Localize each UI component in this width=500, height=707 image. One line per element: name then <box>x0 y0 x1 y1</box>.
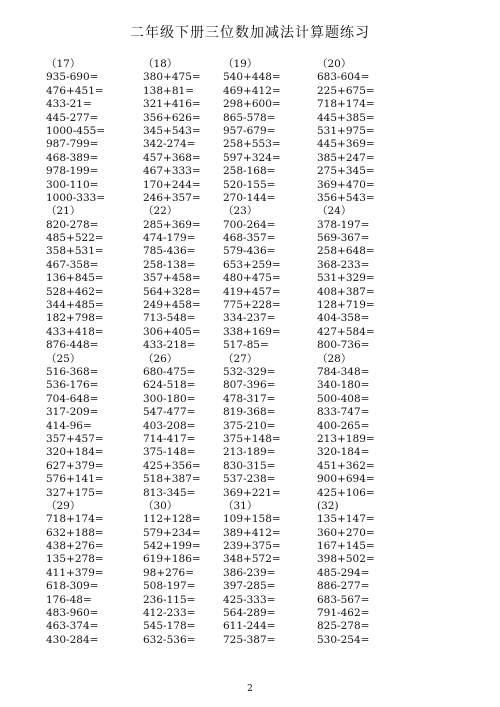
exercise-problem: 358+531= <box>46 245 104 258</box>
exercise-problem: 338+169= <box>223 325 281 338</box>
exercise-problem: 398+502= <box>317 553 375 566</box>
exercise-problem: 532-329= <box>223 365 276 378</box>
exercise-problem: 775+228= <box>223 299 281 312</box>
exercise-problem: 813-345= <box>143 486 196 499</box>
exercise-problem: 427+584= <box>317 325 375 338</box>
exercise-problem: 342-274= <box>143 138 196 151</box>
exercise-problem: 438+276= <box>46 540 104 553</box>
exercise-problem: 414-96= <box>46 419 92 432</box>
exercise-problem: 368-233= <box>317 258 370 271</box>
exercise-problem: 356+543= <box>317 191 375 204</box>
exercise-problem: 445+385= <box>317 111 375 124</box>
exercise-set <box>46 58 143 205</box>
exercise-problem: 249+458= <box>143 299 201 312</box>
exercise-problem: 886-277= <box>317 580 370 593</box>
exercise-problem: 468-389= <box>46 151 99 164</box>
exercise-problem: 467+333= <box>143 165 201 178</box>
exercise-problem: 627+379= <box>46 459 104 472</box>
exercise-problem: 825-278= <box>317 620 370 633</box>
exercise-problem: 569-367= <box>317 232 370 245</box>
exercise-problem: 412-233= <box>143 607 196 620</box>
exercise-problem: 469+412= <box>223 84 281 97</box>
exercise-problem: 1000-455= <box>46 124 106 137</box>
exercise-set <box>317 500 427 647</box>
exercise-problem: 285+369= <box>143 218 201 231</box>
exercise-problem: 531+329= <box>317 272 375 285</box>
exercise-problem: 476+451= <box>46 84 104 97</box>
exercise-problem: 611-244= <box>223 620 276 633</box>
exercise-set <box>46 500 143 647</box>
exercise-problem: 653+259= <box>223 258 281 271</box>
exercise-problem: 270-144= <box>223 191 276 204</box>
exercise-set <box>223 353 317 500</box>
exercise-block <box>46 205 466 352</box>
exercise-problem: 357+458= <box>143 272 201 285</box>
exercise-problem: 419+457= <box>223 285 281 298</box>
exercise-problem: 128+719= <box>317 299 375 312</box>
exercise-problem: 483-960= <box>46 607 99 620</box>
exercise-problem: 213-189= <box>223 446 276 459</box>
exercise-problem: 718+174= <box>317 98 375 111</box>
exercise-problem: 403-208= <box>143 419 196 432</box>
exercise-problem: 213+189= <box>317 432 375 445</box>
exercise-problem: 819-368= <box>223 406 276 419</box>
exercise-problem: 445-277= <box>46 111 99 124</box>
exercise-problem: 356+626= <box>143 111 201 124</box>
exercise-problem: 112+128= <box>143 513 201 526</box>
exercise-problem: 957-679= <box>223 124 276 137</box>
exercise-problem: 830-315= <box>223 459 276 472</box>
exercise-problem: 385+247= <box>317 151 375 164</box>
exercise-problem: 680-475= <box>143 365 196 378</box>
exercise-problem: 345+543= <box>143 124 201 137</box>
exercise-problem: 258+553= <box>223 138 281 151</box>
exercise-problem: 978-199= <box>46 165 99 178</box>
exercise-set-label: （27） <box>223 352 258 365</box>
exercise-set-label: （24） <box>317 205 352 218</box>
exercise-problem: 718+174= <box>46 513 104 526</box>
exercise-problem: 389+412= <box>223 526 281 539</box>
exercise-problem: 225+675= <box>317 84 375 97</box>
exercise-problem: 900+694= <box>317 473 375 486</box>
exercise-problem: 579-436= <box>223 245 276 258</box>
exercise-problem: 397-285= <box>223 580 276 593</box>
exercise-problem: 508-197= <box>143 580 196 593</box>
exercise-problem: 357+457= <box>46 432 104 445</box>
exercise-block <box>46 58 466 205</box>
exercise-set <box>143 58 223 205</box>
exercise-problem: 579+234= <box>143 526 201 539</box>
exercise-problem: 380+475= <box>143 71 201 84</box>
exercise-set-label: （17） <box>46 58 81 70</box>
exercise-problem: 182+798= <box>46 312 104 325</box>
exercise-problem: 865-578= <box>223 111 276 124</box>
exercise-problem: 516-368= <box>46 365 99 378</box>
exercise-problem: 451+362= <box>317 459 375 472</box>
exercise-problem: 520-155= <box>223 178 276 191</box>
exercise-problem: 500-408= <box>317 392 370 405</box>
exercise-problem: 258-138= <box>143 258 196 271</box>
exercise-problem: 683-567= <box>317 593 370 606</box>
exercise-block <box>46 500 466 647</box>
exercise-problem: 430-284= <box>46 633 99 646</box>
exercise-problem: 785-436= <box>143 245 196 258</box>
exercise-problem: 618-309= <box>46 580 99 593</box>
exercise-problem: 725-387= <box>223 633 276 646</box>
exercise-problem: 820-278= <box>46 218 99 231</box>
exercise-problem: 791-462= <box>317 607 370 620</box>
exercise-problem: 375-210= <box>223 419 276 432</box>
exercise-problem: 320-184= <box>317 446 370 459</box>
exercise-set <box>223 205 317 352</box>
exercise-set <box>143 353 223 500</box>
exercise-set <box>143 500 223 647</box>
exercise-set-label: （22） <box>143 205 178 218</box>
exercise-problem: 300-180= <box>143 392 196 405</box>
exercise-problem: 236-115= <box>143 593 196 606</box>
exercise-problem: 258-168= <box>223 165 276 178</box>
exercise-problem: 784-348= <box>317 365 370 378</box>
exercise-problem: 807-396= <box>223 379 276 392</box>
page-number: 2 <box>247 684 253 694</box>
exercise-problem: 445+369= <box>317 138 375 151</box>
exercise-problem: 369+470= <box>317 178 375 191</box>
exercise-set-label: （20） <box>317 58 352 70</box>
exercise-problem: 306+405= <box>143 325 201 338</box>
exercise-problem: 833-747= <box>317 406 370 419</box>
exercise-problem: 327+175= <box>46 486 104 499</box>
exercise-problem: 632+188= <box>46 526 104 539</box>
exercise-problem: 167+145= <box>317 540 375 553</box>
exercise-problem: 700-264= <box>223 218 276 231</box>
exercise-problem: 457+368= <box>143 151 201 164</box>
exercise-set <box>46 353 143 500</box>
exercise-problem: 433+418= <box>46 325 104 338</box>
exercise-problem: 480+475= <box>223 272 281 285</box>
exercise-set <box>223 500 317 647</box>
exercise-set-label: （18） <box>143 58 178 70</box>
exercise-set-label: （21） <box>46 205 81 218</box>
exercise-problem: 360+270= <box>317 526 375 539</box>
exercise-set-label: （30） <box>143 499 178 512</box>
exercise-problem: 375-148= <box>143 446 196 459</box>
exercise-problem: 876-448= <box>46 339 99 352</box>
exercise-problem: 528+462= <box>46 285 104 298</box>
exercise-set <box>317 353 427 500</box>
exercise-problem: 485+522= <box>46 232 104 245</box>
exercise-columns <box>46 205 466 352</box>
exercise-problem: 425+356= <box>143 459 201 472</box>
exercise-problem: 531+975= <box>317 124 375 137</box>
exercise-set-label: （23） <box>223 205 258 218</box>
exercise-problem: 518+387= <box>143 473 201 486</box>
exercise-problem: 463-374= <box>46 620 99 633</box>
exercise-problem: 576+141= <box>46 473 104 486</box>
exercise-problem: 542+199= <box>143 540 201 553</box>
exercise-problem: 298+600= <box>223 98 281 111</box>
exercise-problem: 170+244= <box>143 178 201 191</box>
exercise-problem: 485-294= <box>317 566 370 579</box>
exercise-set-label: (32) <box>317 499 339 512</box>
exercise-problem: 564+328= <box>143 285 201 298</box>
exercise-problem: 1000-333= <box>46 191 106 204</box>
exercise-set-label: （29） <box>46 499 81 512</box>
exercise-set-label: （31） <box>223 499 258 512</box>
exercise-problem: 109+158= <box>223 513 281 526</box>
exercise-columns <box>46 500 466 647</box>
exercise-problem: 547-477= <box>143 406 196 419</box>
exercise-problem: 317-209= <box>46 406 99 419</box>
exercise-set <box>46 205 143 352</box>
exercise-problem: 246+357= <box>143 191 201 204</box>
exercise-problem: 619+186= <box>143 553 201 566</box>
exercise-problem: 98+276= <box>143 566 194 579</box>
exercise-problem: 258+648= <box>317 245 375 258</box>
exercise-problem: 321+416= <box>143 98 201 111</box>
exercise-problem: 517-85= <box>223 339 269 352</box>
exercise-problem: 683-604= <box>317 71 370 84</box>
exercise-problem: 400-265= <box>317 419 370 432</box>
exercise-problem: 404-358= <box>317 312 370 325</box>
exercise-problem: 344+485= <box>46 299 104 312</box>
exercise-problem: 597+324= <box>223 151 281 164</box>
exercise-problem: 378-197= <box>317 218 370 231</box>
exercise-problem: 433-21= <box>46 98 92 111</box>
exercise-problem: 340-180= <box>317 379 370 392</box>
exercise-block <box>46 353 466 500</box>
exercise-set-label: （19） <box>223 58 258 70</box>
exercise-problem: 467-358= <box>46 258 99 271</box>
exercise-problem: 411+379= <box>46 566 104 579</box>
exercise-problem: 300-110= <box>46 178 99 191</box>
exercise-problem: 425-333= <box>223 593 276 606</box>
exercise-problem: 704-648= <box>46 392 99 405</box>
exercise-set <box>317 58 427 205</box>
exercise-columns <box>46 58 466 205</box>
exercise-problem: 545-178= <box>143 620 196 633</box>
exercise-problem: 425+106= <box>317 486 375 499</box>
exercise-problem: 275+345= <box>317 165 375 178</box>
exercise-problem: 530-254= <box>317 633 370 646</box>
exercise-problem: 935-690= <box>46 71 99 84</box>
page-title: 二年级下册三位数加减法计算题练习 <box>130 25 370 41</box>
exercise-problem: 320+184= <box>46 446 104 459</box>
exercise-problem: 136+845= <box>46 272 104 285</box>
exercise-problem: 800-736= <box>317 339 370 352</box>
exercise-set-label: （28） <box>317 352 352 365</box>
exercise-problem: 334-237= <box>223 312 276 325</box>
exercise-problem: 408+387= <box>317 285 375 298</box>
exercise-problem: 468-357= <box>223 232 276 245</box>
exercise-problem: 537-238= <box>223 473 276 486</box>
exercise-problem: 135+147= <box>317 513 375 526</box>
exercise-problem: 713-548= <box>143 312 196 325</box>
exercise-problem: 239+375= <box>223 540 281 553</box>
exercise-problem: 540+448= <box>223 71 281 84</box>
exercise-problem: 433-218= <box>143 339 196 352</box>
exercise-problem: 632-536= <box>143 633 196 646</box>
exercise-set <box>317 205 427 352</box>
exercise-problem: 536-176= <box>46 379 99 392</box>
exercise-problem: 386-239= <box>223 566 276 579</box>
exercise-columns <box>46 353 466 500</box>
exercise-problem: 624-518= <box>143 379 196 392</box>
exercise-problem: 478-317= <box>223 392 276 405</box>
exercise-problem: 176-48= <box>46 593 92 606</box>
exercise-problem: 987-799= <box>46 138 99 151</box>
exercise-set-label: （25） <box>46 352 81 365</box>
exercise-set <box>223 58 317 205</box>
exercise-problem: 474-179= <box>143 232 196 245</box>
exercise-problem: 135+278= <box>46 553 104 566</box>
exercise-problem: 348+572= <box>223 553 281 566</box>
exercise-set-label: （26） <box>143 352 178 365</box>
exercise-problem: 138+81= <box>143 84 194 97</box>
exercise-problem: 369+221= <box>223 486 281 499</box>
exercise-problem: 375+148= <box>223 432 281 445</box>
exercise-grid <box>46 58 466 647</box>
exercise-problem: 564-289= <box>223 607 276 620</box>
exercise-problem: 714-417= <box>143 432 196 445</box>
exercise-set <box>143 205 223 352</box>
